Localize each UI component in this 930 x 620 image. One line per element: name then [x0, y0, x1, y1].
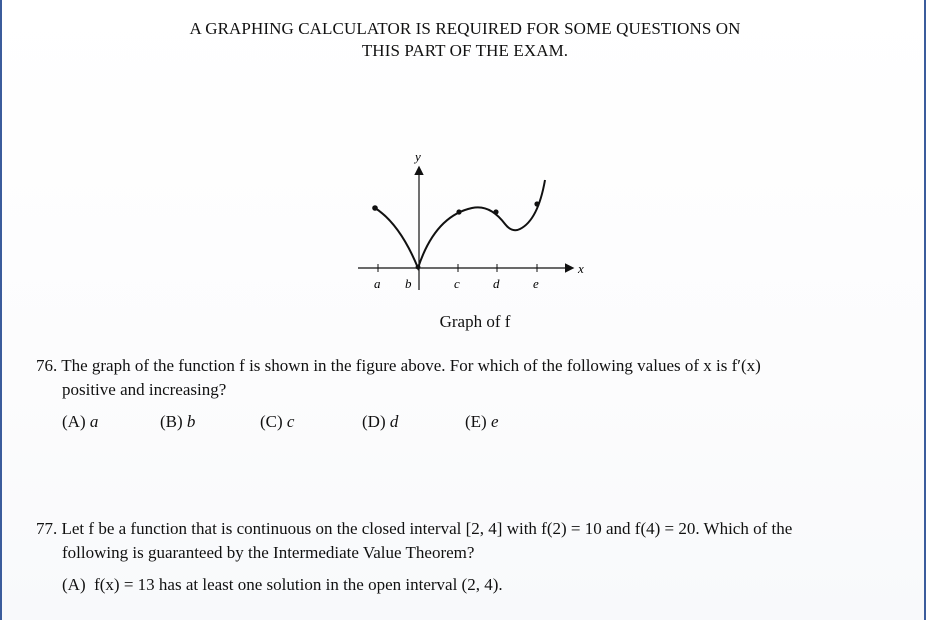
- question-76-number: 76.: [36, 356, 58, 375]
- question-77-number: 77.: [36, 519, 58, 538]
- choice-e[interactable]: [465, 412, 499, 432]
- question-76: [36, 354, 906, 402]
- point-at-c: [456, 209, 461, 214]
- choice-c-letter: (C): [260, 412, 283, 431]
- tick-label-a: a: [374, 276, 381, 291]
- point-at-e: [534, 201, 539, 206]
- choice-b[interactable]: [160, 412, 195, 432]
- choice-b-value: b: [186, 412, 196, 431]
- choice-e-letter: (E): [465, 412, 487, 431]
- header-line-2: THIS PART OF THE EXAM.: [361, 41, 569, 60]
- question-76-text-1: The graph of the function f is shown in the figure above. For which of the following values of x is f′(x): [61, 356, 761, 375]
- x-axis-label: x: [578, 261, 584, 276]
- choice-b-letter: (B): [160, 412, 183, 431]
- point-at-b: [416, 265, 421, 270]
- function-curve: [375, 180, 545, 268]
- question-77: [36, 517, 916, 597]
- point-at-a: [372, 205, 378, 211]
- choice-d-value: d: [389, 412, 399, 431]
- choice-d[interactable]: [362, 412, 398, 432]
- tick-label-e: e: [533, 276, 539, 291]
- question-77-text-1: Let f be a function that is continuous on the closed interval [2, 4] with f(2) = 10 and f(4) = 20. Which of the: [61, 519, 793, 538]
- tick-label-b: b: [405, 276, 412, 291]
- choice-c-value: c: [286, 412, 295, 431]
- question-77-choice-a-letter: (A): [62, 575, 86, 594]
- tick-label-c: c: [454, 276, 460, 291]
- question-76-text-2: positive and increasing?: [62, 380, 227, 399]
- tick-label-d: d: [493, 276, 500, 291]
- question-77-text-2: following is guaranteed by the Intermediate Value Theorem?: [62, 543, 475, 562]
- question-77-choice-a[interactable]: [36, 573, 916, 597]
- question-76-line-1: [36, 354, 906, 378]
- choice-e-value: e: [490, 412, 499, 431]
- y-axis-label: y: [415, 149, 421, 164]
- choice-a[interactable]: [62, 412, 98, 432]
- choice-d-letter: (D): [362, 412, 386, 431]
- header-line-1: A GRAPHING CALCULATOR IS REQUIRED FOR SOME QUESTIONS ON: [189, 19, 741, 38]
- question-77-choice-a-text: f(x) = 13 has at least one solution in the open interval (2, 4).: [94, 575, 503, 594]
- choice-a-value: a: [89, 412, 99, 431]
- question-77-line-1: [36, 517, 916, 541]
- figure-caption: Graph of f: [439, 312, 511, 331]
- choice-c[interactable]: [260, 412, 294, 432]
- point-at-d: [493, 209, 498, 214]
- choice-a-letter: (A): [62, 412, 86, 431]
- graph-of-f: [340, 140, 600, 300]
